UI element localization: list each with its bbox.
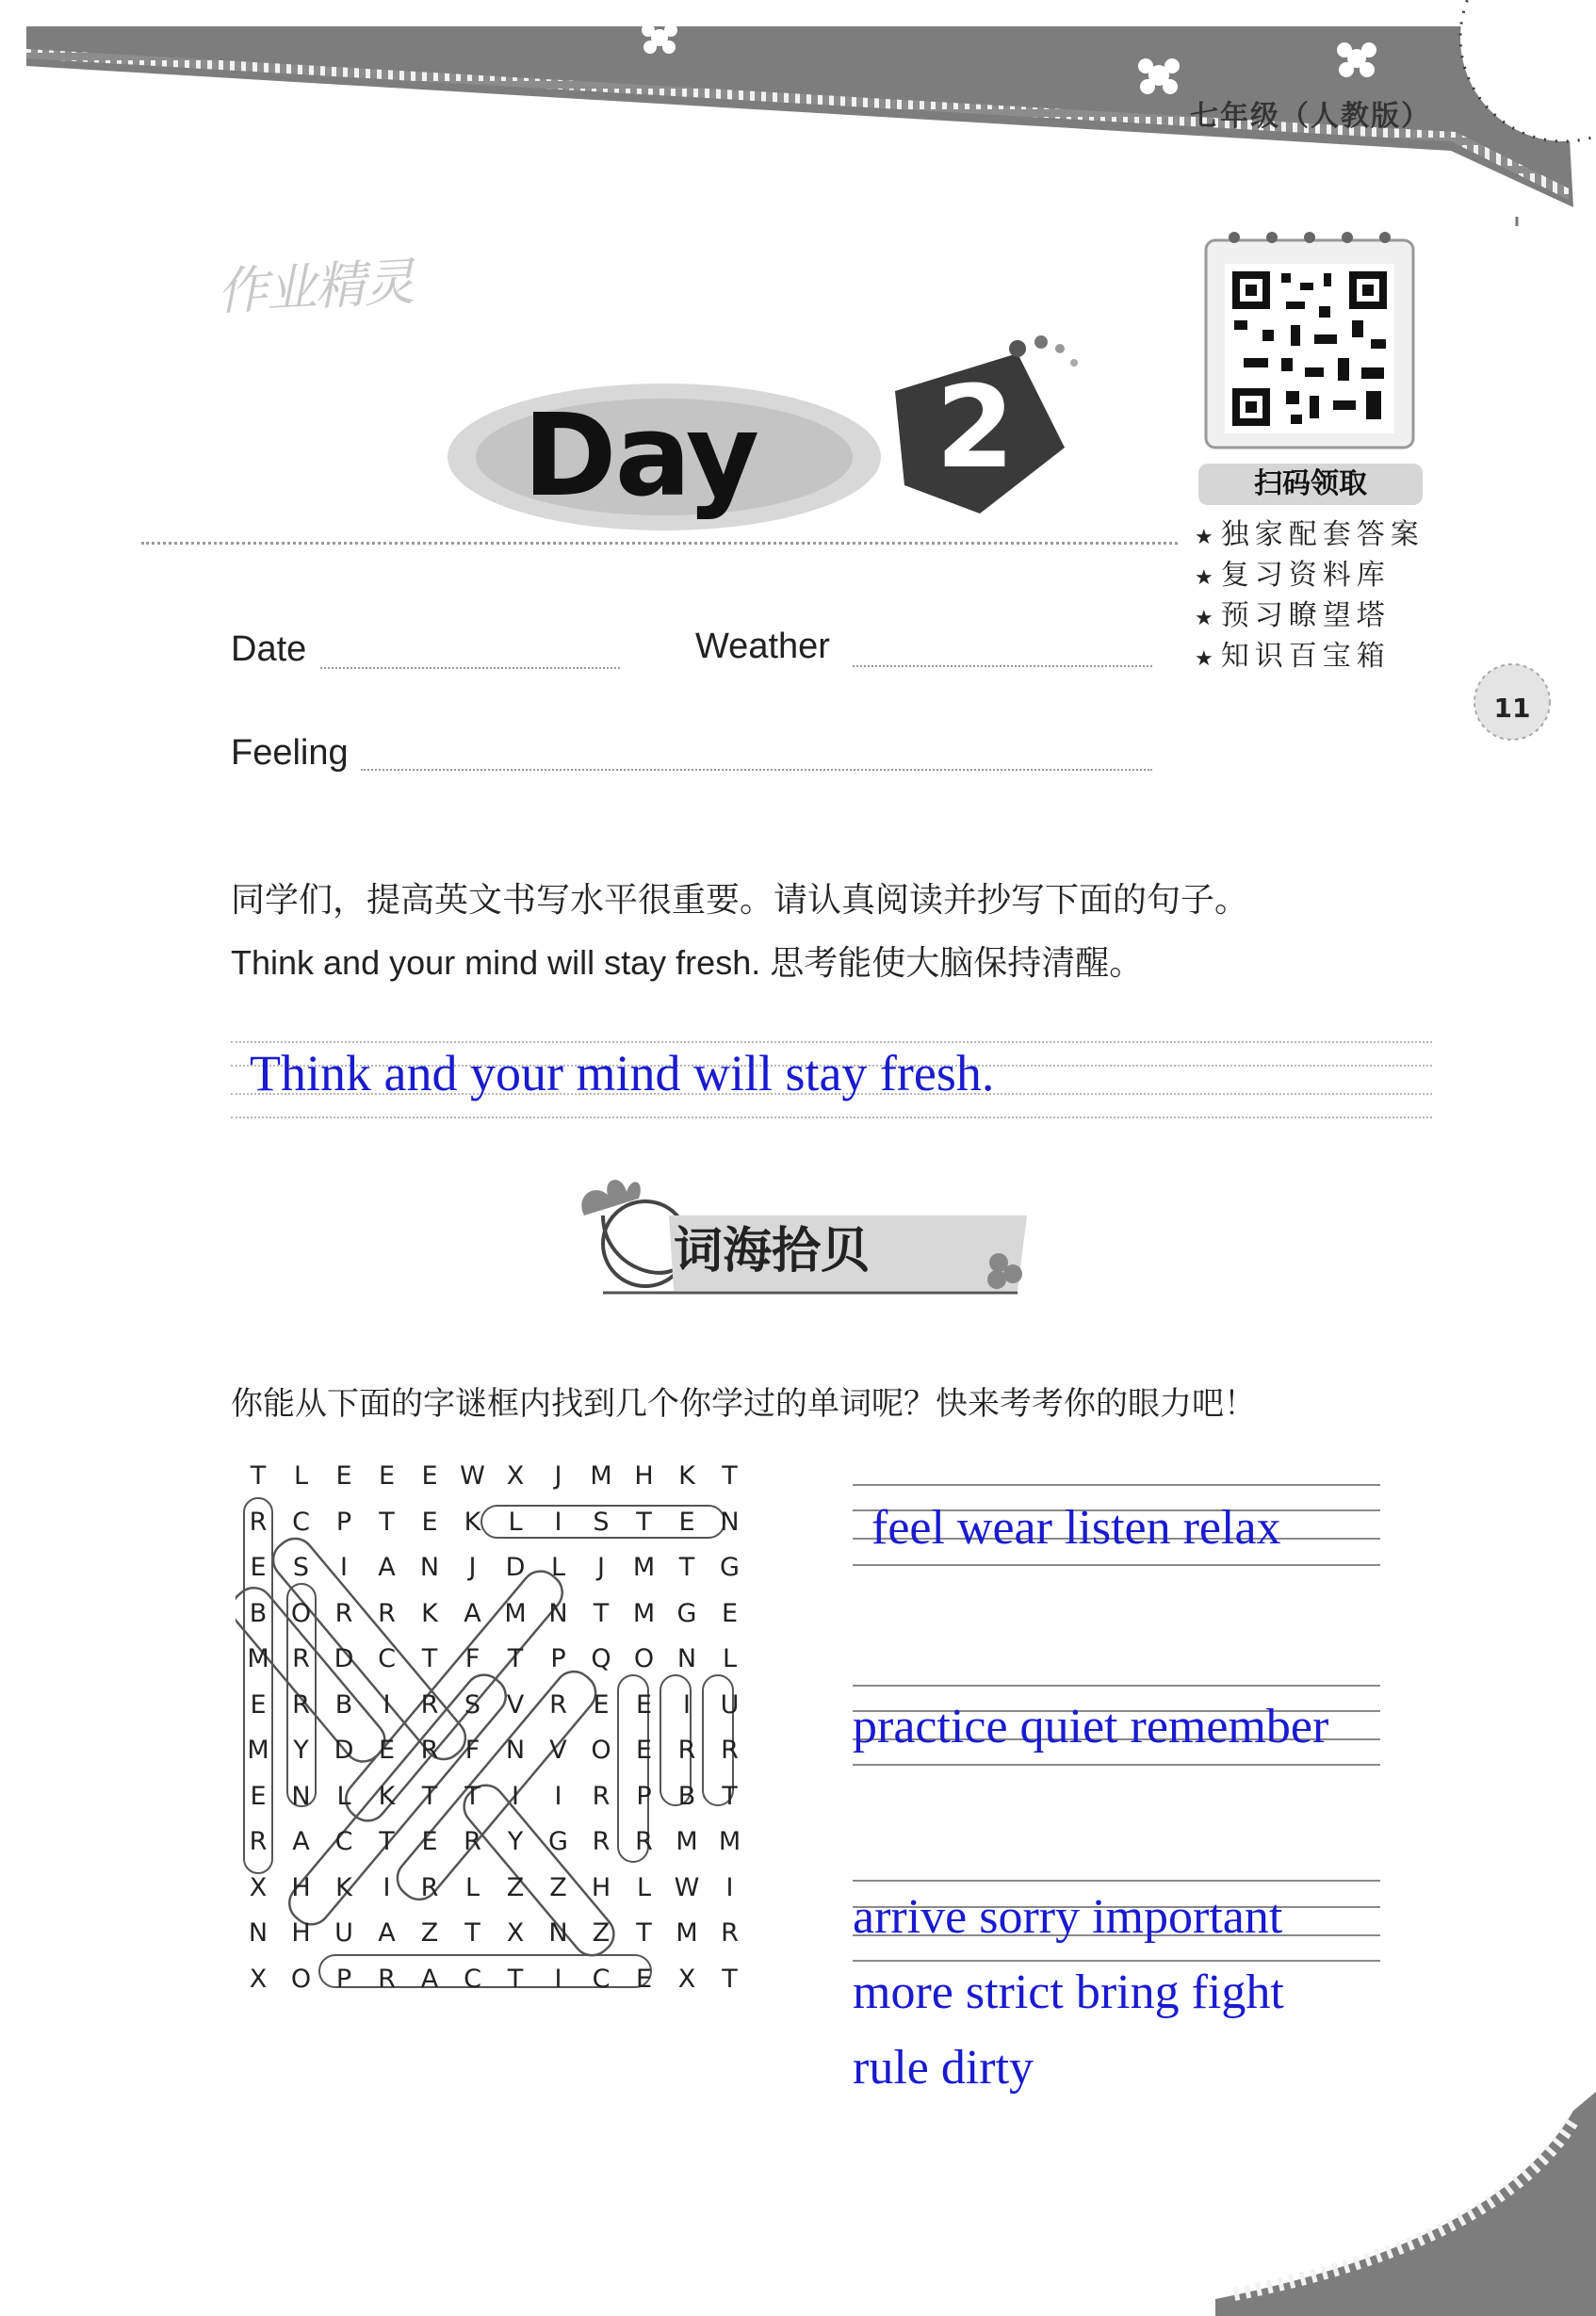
puzzle-letter[interactable]: T (421, 1781, 438, 1811)
puzzle-letter[interactable]: R (249, 1827, 268, 1856)
puzzle-letter[interactable]: X (249, 1964, 268, 1994)
puzzle-letter[interactable]: D (505, 1553, 526, 1582)
puzzle-letter[interactable]: R (592, 1827, 611, 1856)
puzzle-letter[interactable]: X (677, 1964, 696, 1994)
puzzle-letter[interactable]: E (421, 1827, 438, 1856)
puzzle-letter[interactable]: I (554, 1781, 562, 1811)
puzzle-letter[interactable]: T (464, 1781, 480, 1811)
puzzle-letter[interactable]: J (468, 1553, 477, 1582)
puzzle-letter[interactable]: S (464, 1689, 481, 1720)
puzzle-letter[interactable]: T (507, 1964, 524, 1994)
writing-guide-line (231, 1117, 1432, 1118)
puzzle-letter[interactable]: T (250, 1461, 267, 1491)
puzzle-letter[interactable]: C (378, 1644, 396, 1673)
puzzle-letter[interactable]: Q (591, 1644, 611, 1673)
puzzle-letter[interactable]: T (507, 1644, 524, 1673)
puzzle-letter[interactable]: I (512, 1781, 519, 1811)
puzzle-letter[interactable]: G (720, 1553, 740, 1582)
puzzle-letter[interactable]: I (554, 1507, 562, 1537)
puzzle-letter[interactable]: E (593, 1689, 610, 1720)
puzzle-letter[interactable]: M (504, 1598, 527, 1628)
puzzle-letter[interactable]: E (250, 1781, 267, 1811)
puzzle-letter[interactable]: I (383, 1872, 391, 1902)
answer-text[interactable]: rule dirty (853, 2041, 1034, 2095)
puzzle-letter[interactable]: Z (549, 1872, 567, 1902)
puzzle-letter[interactable]: N (291, 1781, 311, 1811)
puzzle-letter[interactable]: R (249, 1507, 268, 1537)
grade-label: 七年级（人教版） (1190, 100, 1431, 133)
day-number: 2 (936, 363, 1015, 494)
puzzle-letter[interactable]: L (636, 1872, 652, 1902)
puzzle-letter[interactable]: J (554, 1461, 562, 1491)
puzzle-letter[interactable]: M (632, 1598, 656, 1628)
title-divider (141, 542, 1178, 545)
watermark: 作业精灵 (215, 252, 415, 322)
puzzle-letter[interactable]: R (378, 1598, 396, 1628)
puzzle-letter[interactable]: T (678, 1553, 695, 1582)
puzzle-letter[interactable]: R (635, 1827, 653, 1856)
puzzle-letter[interactable]: R (378, 1964, 396, 1994)
puzzle-letter[interactable]: E (250, 1553, 267, 1582)
puzzle-letter[interactable]: M (632, 1553, 656, 1582)
puzzle-letter[interactable]: H (291, 1918, 311, 1948)
puzzle-letter[interactable]: P (636, 1781, 652, 1811)
puzzle-letter[interactable]: C (292, 1507, 310, 1537)
puzzle-letter[interactable]: A (420, 1964, 439, 1994)
puzzle-letter[interactable]: G (548, 1827, 568, 1856)
puzzle-letter[interactable]: M (676, 1827, 698, 1856)
puzzle-letter[interactable]: O (633, 1644, 655, 1673)
qr-bullet: ★ 独家配套答案 (1195, 518, 1425, 551)
puzzle-letter[interactable]: N (720, 1507, 740, 1537)
puzzle-letter[interactable]: A (378, 1918, 396, 1948)
puzzle-letter[interactable]: Z (420, 1918, 439, 1948)
qr-code[interactable] (1197, 226, 1423, 452)
puzzle-letter[interactable]: X (249, 1872, 268, 1902)
puzzle-letter[interactable]: H (591, 1872, 611, 1902)
puzzle-letter[interactable]: R (292, 1689, 310, 1720)
puzzle-letter[interactable]: T (636, 1507, 652, 1537)
puzzle-letter[interactable]: C (334, 1827, 353, 1856)
puzzle-letter[interactable]: Y (507, 1827, 524, 1856)
puzzle-letter[interactable]: S (292, 1553, 310, 1582)
puzzle-letter[interactable]: R (420, 1736, 439, 1765)
puzzle-letter[interactable]: K (378, 1781, 396, 1811)
puzzle-letter[interactable]: E (335, 1461, 352, 1491)
puzzle-letter[interactable]: M (718, 1827, 741, 1856)
puzzle-letter[interactable]: U (334, 1918, 353, 1948)
puzzle-letter[interactable]: P (550, 1644, 566, 1673)
qr-bullet: ★ 知识百宝箱 (1195, 640, 1391, 673)
puzzle-letter[interactable]: A (464, 1598, 481, 1628)
puzzle-letter[interactable]: K (421, 1598, 438, 1628)
puzzle-letter[interactable]: B (334, 1689, 353, 1720)
day-title-word: Day (523, 391, 758, 522)
date-field[interactable] (320, 667, 620, 669)
puzzle-letter[interactable]: Y (293, 1736, 309, 1765)
puzzle-letter[interactable]: E (635, 1964, 653, 1994)
answer-text[interactable]: more strict bring fight (853, 1965, 1284, 2019)
puzzle-letter[interactable]: O (591, 1736, 611, 1765)
puzzle-letter[interactable]: I (554, 1964, 562, 1994)
puzzle-letter[interactable]: E (635, 1736, 653, 1765)
puzzle-letter[interactable]: R (464, 1827, 481, 1856)
puzzle-letter[interactable]: T (464, 1918, 480, 1948)
puzzle-letter[interactable]: D (334, 1736, 354, 1765)
puzzle-letter[interactable]: T (722, 1964, 738, 1994)
puzzle-letter[interactable]: O (290, 1964, 312, 1994)
puzzle-letter[interactable]: T (379, 1507, 395, 1537)
feeling-label: Feeling (231, 733, 349, 773)
puzzle-letter[interactable]: L (550, 1553, 566, 1582)
feeling-field[interactable] (361, 769, 1152, 771)
puzzle-letter[interactable]: J (597, 1553, 605, 1582)
puzzle-prompt: 你能从下面的字谜框内找到几个你学过的单词呢？快来考考你的眼力吧！ (231, 1385, 1256, 1423)
star-icon: ★ (1195, 607, 1213, 630)
puzzle-letter[interactable]: M (247, 1736, 269, 1765)
puzzle-letter[interactable]: R (677, 1736, 696, 1765)
puzzle-letter[interactable]: N (419, 1553, 440, 1582)
puzzle-letter[interactable]: B (249, 1598, 268, 1628)
puzzle-letter[interactable]: M (590, 1461, 612, 1491)
puzzle-letter[interactable]: L (464, 1872, 480, 1902)
copied-sentence[interactable]: Think and your mind will stay fresh. (250, 1045, 995, 1101)
puzzle-letter[interactable]: L (508, 1507, 523, 1537)
puzzle-letter[interactable]: I (725, 1872, 734, 1902)
writing-guide-line (231, 1041, 1432, 1043)
puzzle-letter[interactable]: E (250, 1689, 267, 1720)
puzzle-letter[interactable]: T (593, 1598, 610, 1628)
puzzle-letter[interactable]: H (291, 1872, 311, 1902)
puzzle-letter[interactable]: F (464, 1736, 480, 1765)
puzzle-letter[interactable]: I (683, 1689, 691, 1720)
puzzle-letter[interactable]: M (247, 1644, 269, 1673)
puzzle-letter[interactable]: N (548, 1598, 568, 1628)
puzzle-letter[interactable]: E (678, 1507, 695, 1537)
weather-field[interactable] (853, 665, 1152, 667)
puzzle-letter[interactable]: R (721, 1918, 739, 1948)
page-number: 11 (1493, 693, 1531, 724)
puzzle-letter[interactable]: V (549, 1736, 567, 1765)
footer-decoration (1215, 2092, 1596, 2316)
puzzle-letter[interactable]: V (506, 1689, 525, 1720)
puzzle-letter[interactable]: C (464, 1964, 481, 1994)
puzzle-letter[interactable]: W (674, 1872, 700, 1902)
puzzle-letter[interactable]: N (248, 1918, 269, 1948)
puzzle-letter[interactable]: K (678, 1461, 695, 1491)
puzzle-letter[interactable]: E (421, 1461, 438, 1491)
puzzle-letter[interactable]: Z (592, 1918, 611, 1948)
puzzle-letter[interactable]: N (505, 1736, 526, 1765)
section-title: 词海拾贝 (674, 1223, 871, 1280)
puzzle-letter[interactable]: K (335, 1872, 352, 1902)
puzzle-letter[interactable]: L (293, 1461, 309, 1491)
puzzle-letter[interactable]: R (592, 1781, 611, 1811)
puzzle-letter[interactable]: L (722, 1644, 738, 1673)
instruction-text: 同学们，提高英文书写水平很重要。请认真阅读并抄写下面的句子。 (231, 881, 1249, 920)
qr-bullet: ★ 复习资料库 (1195, 559, 1391, 592)
puzzle-letter[interactable]: O (290, 1598, 312, 1628)
day-number-badge (876, 325, 1093, 542)
puzzle-letter[interactable]: G (676, 1598, 697, 1628)
qr-bullet: ★ 预习瞭望塔 (1195, 599, 1391, 632)
puzzle-letter[interactable]: I (340, 1553, 348, 1582)
puzzle-letter[interactable]: S (593, 1507, 610, 1537)
puzzle-letter[interactable]: L (336, 1781, 351, 1811)
puzzle-letter[interactable]: T (636, 1918, 652, 1948)
puzzle-letter[interactable]: Z (506, 1872, 525, 1902)
puzzle-letter[interactable]: T (379, 1827, 395, 1856)
puzzle-letter[interactable]: B (677, 1781, 696, 1811)
puzzle-letter[interactable]: U (720, 1689, 740, 1720)
answer-line (853, 1564, 1380, 1566)
puzzle-letter[interactable]: R (334, 1598, 353, 1628)
puzzle-letter[interactable]: E (378, 1736, 396, 1765)
puzzle-letter[interactable]: N (676, 1644, 697, 1673)
answer-text[interactable]: practice quiet remember (853, 1700, 1329, 1753)
puzzle-letter[interactable]: W (460, 1461, 485, 1491)
answer-line (853, 1764, 1380, 1766)
answer-line (853, 1484, 1380, 1486)
puzzle-letter[interactable]: F (464, 1644, 480, 1673)
puzzle-letter[interactable]: R (420, 1689, 439, 1720)
star-icon: ★ (1195, 526, 1213, 549)
puzzle-letter[interactable]: X (506, 1918, 525, 1948)
puzzle-letter[interactable]: E (721, 1598, 739, 1628)
puzzle-letter[interactable]: E (378, 1461, 396, 1491)
weather-label: Weather (695, 627, 830, 666)
puzzle-letter[interactable]: A (378, 1553, 396, 1582)
puzzle-letter[interactable]: P (335, 1964, 352, 1994)
answer-line (853, 1960, 1380, 1962)
answer-line (853, 1685, 1380, 1687)
puzzle-letter[interactable]: E (421, 1507, 438, 1537)
puzzle-letter[interactable]: X (506, 1461, 525, 1491)
answer-text[interactable]: feel wear listen relax (871, 1501, 1281, 1555)
puzzle-letter[interactable]: R (549, 1689, 567, 1720)
puzzle-letter[interactable]: R (721, 1736, 739, 1765)
instruction-sentence: Think and your mind will stay fresh. 思考能使大脑保持清醒。 (231, 943, 1144, 982)
answer-line (853, 1880, 1380, 1882)
puzzle-letter[interactable]: M (676, 1918, 698, 1948)
qr-caption: 扫码领取 (1198, 464, 1423, 505)
star-icon: ★ (1195, 566, 1213, 590)
puzzle-letter[interactable]: D (334, 1644, 354, 1673)
word-search-grid[interactable] (236, 1456, 744, 2002)
puzzle-letter[interactable]: I (383, 1689, 391, 1720)
puzzle-letter[interactable]: C (592, 1964, 611, 1994)
date-label: Date (231, 629, 307, 669)
puzzle-letter[interactable]: R (420, 1872, 439, 1902)
puzzle-letter[interactable]: T (421, 1644, 438, 1673)
star-icon: ★ (1195, 647, 1213, 671)
puzzle-letter[interactable]: P (335, 1507, 352, 1537)
puzzle-letter[interactable]: T (722, 1461, 738, 1491)
puzzle-letter[interactable]: H (634, 1461, 654, 1491)
puzzle-letter[interactable]: N (548, 1918, 568, 1948)
answer-text[interactable]: arrive sorry important (853, 1890, 1283, 1944)
puzzle-letter[interactable]: A (292, 1827, 310, 1856)
puzzle-letter[interactable]: K (464, 1507, 481, 1537)
puzzle-letter[interactable]: R (292, 1644, 310, 1673)
puzzle-letter[interactable]: E (635, 1689, 653, 1720)
puzzle-letter[interactable]: T (722, 1781, 738, 1811)
